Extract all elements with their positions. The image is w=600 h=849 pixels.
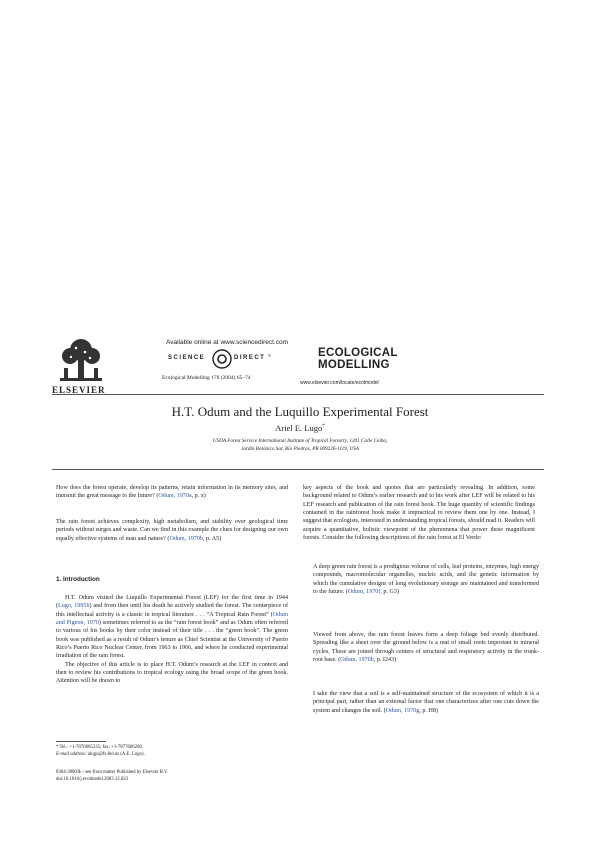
left-column-epigraph2 (56, 518, 288, 543)
epigraph-1: How does the forest operate, develop its patterns, retain information in its memory sites, and transmit the great message to the future? (Odum, 1970a, p. x) (56, 485, 288, 500)
citation-link[interactable]: Odum and Pigeon, 1970 (56, 611, 288, 627)
article-title: H.T. Odum and the Luquillo Experimental Forest (171, 404, 429, 419)
author-footnote-mark[interactable]: * (322, 424, 325, 430)
epigraph-2-tail: , p. A5) (202, 535, 222, 542)
article-author (0, 423, 600, 433)
intro-paragraph-1 (56, 594, 288, 686)
quote-2-text: Viewed from above, the rain forest leaves form a deep foliage bed evenly distributed. Spreading like a sheet over the ground below is a mat of small roots important to mineral cycles. These are joined through centers of structural and respiratory activity in the trunk-root base. ( (313, 632, 539, 664)
author-footnote (56, 745, 288, 758)
left-column (56, 484, 288, 501)
footnote-contact: * Tel.: +1-7876665335; fax: +1-7877666200. (56, 745, 144, 750)
epigraph-1-text: How does the forest operate, develop its patterns, retain information in its memory sites, and transmit the great message to the future? (56, 485, 288, 500)
affiliation-line1: USDA Forest Service International Institute of Tropical Forestry, 1201 Calle Ceiba, (212, 438, 388, 444)
author-affiliation (0, 437, 600, 453)
epigraph-2-text: The rain forest achieves complexity, high metabolism, and stability over geological time periods without surges and waste. Can we find in this example the clues for designing our own equally effective systems of man and nature? (56, 519, 288, 542)
epigraph-2: The rain forest achieves complexity, high metabolism, and stability over geological time periods without surges and waste. Can we find in this example the clues for designing our own equally effective systems of man and nature? (Odum, 1970b, p. A5) (56, 519, 288, 542)
quote-1 (313, 563, 539, 596)
doi-line[interactable]: doi:10.1016/j.ecolmodel.2003.12.023 (56, 776, 129, 782)
citation-link[interactable]: Odum, 1970h (340, 657, 374, 664)
publisher-name: ELSEVIER (52, 385, 106, 395)
quote-1-text: A deep green rain forest is a prodigious volume of cells, leaf proteins, enzymes, high energy compounds, macromolecular organelles, nucleic acids, and the genetic information by which the cumulative designs of long evolutionary storage are maintained and transformed to the future. ( (313, 564, 539, 596)
citation-link[interactable]: Odum, 1970f (347, 589, 381, 596)
elsevier-tree-logo (56, 336, 106, 386)
right-column-paragraph: key aspects of the book and quotes that are particularly revealing. In addition, some background related to Odum’s earlier research and to his work after LEF will be related to his LEF research and publication of the rain forest book. The huge quantity of scientific findings contained in the rainforest book make it impractical to review them one by one. Instead, I suggest that ecologists, interested in understanding tropical forests, should read it. Readers will acquire a quantitative, holistic viewpoint of the phenomena that power these magnificent forests. Consider the following descriptions of the rain forest at El Verde: (303, 485, 535, 542)
journal-url[interactable]: www.elsevier.com/locate/ecolmodel (300, 380, 379, 386)
affiliation-line2: Jardín Botánico Sur, Río Piedras, PR 009226-1119, USA (241, 446, 359, 452)
journal-title-line2: MODELLING (318, 359, 390, 371)
header-rule (52, 394, 544, 395)
abstract-rule (52, 469, 544, 470)
copyright-line: 0304-3800/$ – see front matter Published by Elsevier B.V. (56, 770, 169, 775)
quote-2-tail: , p. I243) (373, 657, 397, 664)
journal-citation: Ecological Modelling 178 (2004) 65–74 (162, 375, 251, 381)
citation-link[interactable]: Odum, 1970a (158, 493, 192, 500)
quote-3-tail: , p. H8) (419, 707, 438, 714)
quote-3 (313, 690, 539, 715)
journal-title (318, 347, 398, 371)
intro-p1-b: ) and from then until his death he actively studied the forest. The centerpiece of this intellectual activity is a classic in tropical literature . . . “A Tropical Rain Forest” ( (56, 603, 288, 618)
sd-right-text: DIRECT (234, 355, 266, 361)
footnote-rule (56, 741, 106, 742)
copyright-block (56, 770, 168, 783)
citation-link[interactable]: Lugo, 1995b (58, 603, 90, 610)
citation-link[interactable]: Odum, 1970b (169, 535, 203, 542)
intro-p1-c: ) sometimes referred to as the “rain forest book” and as Odum often referred to various of his books by their color instead of their title . . . the “green book”. The green book was published as a result of Odum’s tenure as Chief Scientist at the University of Puerto Rico’s Puerto Rico Nuclear Center, from 1963 to 1966, and where he conducted experimental irradiation of the rain forest. (56, 620, 289, 660)
epigraph-1-tail: , p. x) (191, 493, 206, 500)
author-name: Ariel E. Lugo (275, 423, 323, 433)
sd-registered-mark: ® (268, 353, 272, 358)
available-online-text: Available online at www.sciencedirect.com (166, 339, 288, 346)
footnote-email-label: E-mail address: (56, 751, 87, 757)
section-heading: 1. Introduction (56, 576, 100, 583)
sd-left-text: SCIENCE (168, 355, 206, 361)
sciencedirect-logo (168, 349, 288, 371)
footnote-email[interactable]: alugo@fs.fed.us (A.E. Lugo). (87, 751, 145, 757)
quote-2 (313, 631, 539, 664)
citation-link[interactable]: Odum, 1970g (385, 707, 420, 714)
quote-1-tail: , p. G3) (380, 589, 399, 596)
quote-3-text: I take the view that a soil is a self-maintained structure of the ecosystem of which it is a principal part, rather than an external factor that one characterizes after one cuts down the system and changes the soil. ( (313, 691, 539, 714)
intro-paragraph-2: The objective of this article is to place H.T. Odum’s research at the LEF in context and then to review his contributions to tropical ecology using the broad scope of the green book. Attention will be drawn to (56, 661, 288, 685)
intro-p1-a: H.T. Odum visited the Luquillo Experimental Forest (LEF) for the first time in 1944 ( (56, 595, 288, 610)
journal-title-line1: ECOLOGICAL (318, 347, 398, 359)
sd-at-icon (212, 349, 232, 369)
